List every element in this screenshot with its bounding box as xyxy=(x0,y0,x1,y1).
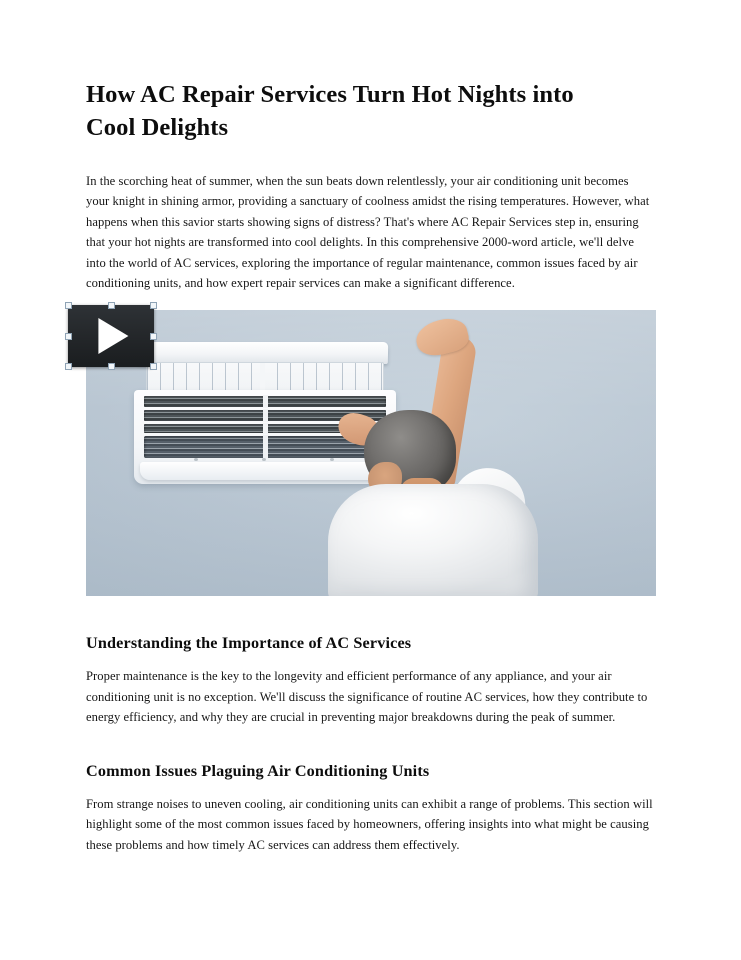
article-header xyxy=(86,78,658,294)
video-play-overlay[interactable] xyxy=(68,305,154,367)
ac-indicator-light xyxy=(194,458,198,461)
ac-repair-photo xyxy=(86,310,656,596)
play-button[interactable] xyxy=(68,305,154,367)
article-sections xyxy=(86,634,658,855)
selection-handle-top-right[interactable] xyxy=(150,302,157,309)
selection-handle-bottom-left[interactable] xyxy=(65,363,72,370)
selection-handle-top-left[interactable] xyxy=(65,302,72,309)
selection-handle-bottom-right[interactable] xyxy=(150,363,157,370)
embedded-video-object[interactable] xyxy=(86,310,656,596)
selection-handle-middle-left[interactable] xyxy=(65,333,72,340)
selection-handle-bottom-middle[interactable] xyxy=(108,363,115,370)
section-body: From strange noises to uneven cooling, air conditioning units can exhibit a range of problems. This section will highlight some of the most common issues faced by homeowners, offering insights into what might be causing these problems and how timely AC services can address them effectively. xyxy=(86,796,653,852)
ac-vent-row xyxy=(144,396,386,407)
section-understanding-importance xyxy=(86,634,658,728)
intro-paragraph: In the scorching heat of summer, when the sun beats down relentlessly, your air conditioning unit becomes your knight in shining armor, providing a sanctuary of coolness amidst the rising temperatures. However, what happens when this savior starts showing signs of distress? That's where AC Repair Services step in, ensuring that your hot nights are transformed into cool delights. In this comprehensive 2000-word article, we'll delve into the world of AC services, exploring the importance of regular maintenance, common issues faced by air conditioning units, and how expert repair services can make a significant difference. xyxy=(86,173,650,291)
play-icon xyxy=(98,318,128,354)
torso-tshirt xyxy=(328,484,538,596)
ac-bottom-lip xyxy=(140,462,390,480)
selection-handle-top-middle[interactable] xyxy=(108,302,115,309)
section-common-issues xyxy=(86,762,658,856)
selection-handle-middle-right[interactable] xyxy=(150,333,157,340)
technician-figure xyxy=(354,318,584,596)
section-heading: Understanding the Importance of AC Services xyxy=(86,634,412,652)
page-title: How AC Repair Services Turn Hot Nights into Cool Delights xyxy=(86,81,574,142)
ac-indicator-light xyxy=(262,458,266,461)
ac-front-cover xyxy=(138,342,388,364)
section-body: Proper maintenance is the key to the longevity and efficient performance of any appliance, and your air conditioning unit is no exception. We'll discuss the significance of routine AC services, how they contribute to energy efficiency, and why they are crucial in preventing major breakdowns during the peak of summer. xyxy=(86,669,648,725)
section-heading: Common Issues Plaguing Air Conditioning Units xyxy=(86,761,430,780)
ac-indicator-light xyxy=(330,458,334,461)
